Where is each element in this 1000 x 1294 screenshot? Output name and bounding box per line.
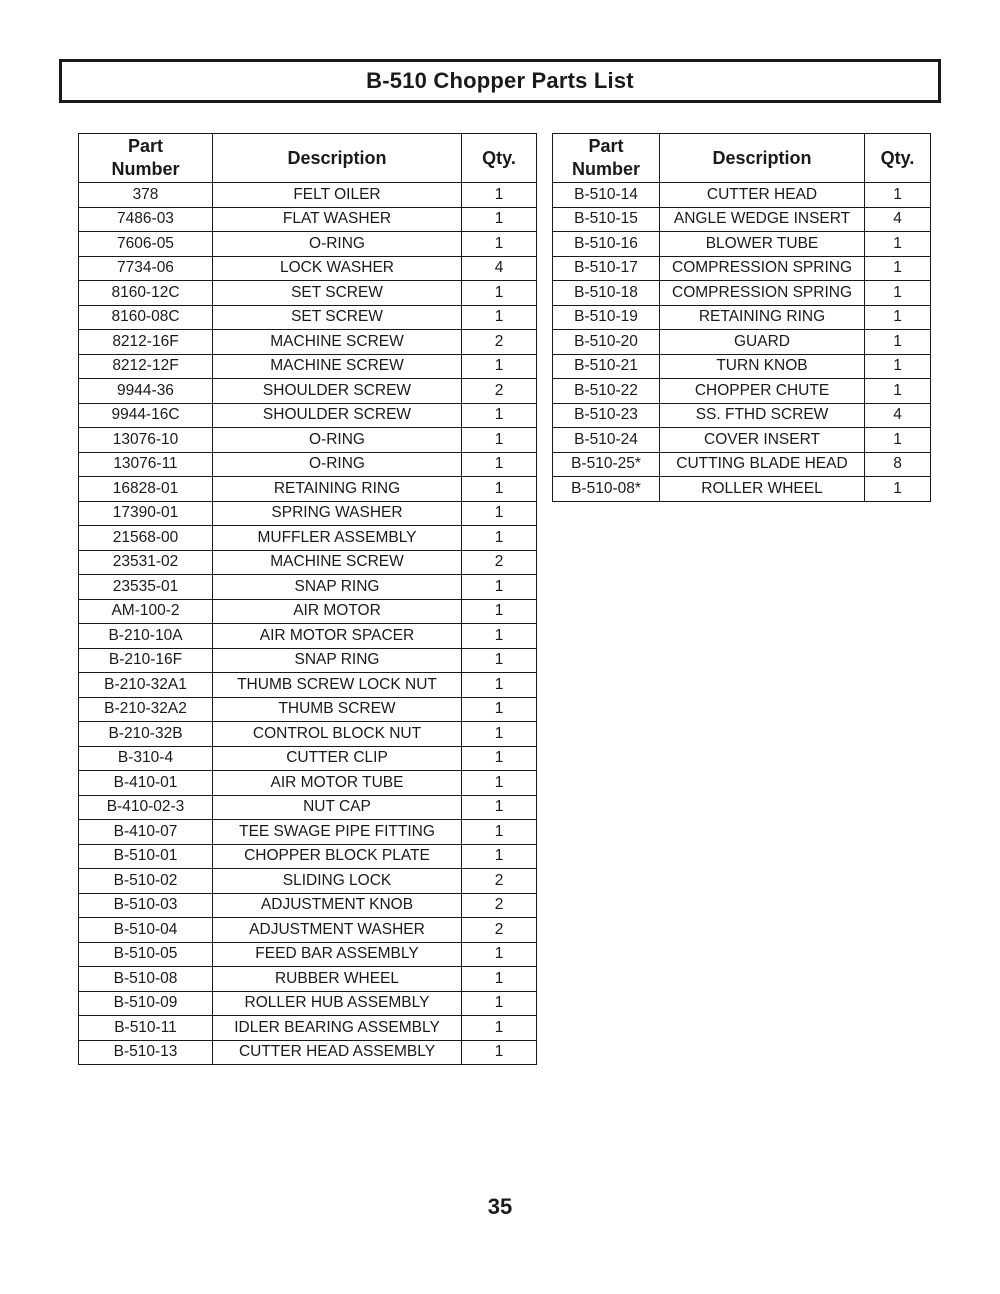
description-cell: RETAINING RING [213,477,462,502]
description-cell: SHOULDER SCREW [213,379,462,404]
part-number-cell: B-510-03 [79,893,213,918]
table-row [79,207,537,232]
table-row [79,477,537,502]
description-cell: CUTTING BLADE HEAD [660,452,865,477]
qty-cell: 1 [462,697,537,722]
part-number-cell: B-510-16 [553,232,660,257]
description-cell: MUFFLER ASSEMBLY [213,526,462,551]
table-row [553,305,931,330]
table-row [79,722,537,747]
table-row [79,697,537,722]
description-cell: O-RING [213,428,462,453]
table-row [79,379,537,404]
part-number-cell: 23531-02 [79,550,213,575]
header-description: Description [213,134,462,183]
description-cell: SNAP RING [213,648,462,673]
table-row [553,452,931,477]
part-number-cell: AM-100-2 [79,599,213,624]
qty-cell: 1 [462,575,537,600]
description-cell: COVER INSERT [660,428,865,453]
table-row [553,281,931,306]
description-cell: O-RING [213,232,462,257]
qty-cell: 1 [462,722,537,747]
qty-cell: 1 [865,477,931,502]
qty-cell: 1 [462,281,537,306]
description-cell: FEED BAR ASSEMBLY [213,942,462,967]
table-row [79,403,537,428]
description-cell: MACHINE SCREW [213,354,462,379]
description-cell: GUARD [660,330,865,355]
qty-cell: 1 [462,795,537,820]
table-row [553,207,931,232]
description-cell: RUBBER WHEEL [213,967,462,992]
page-number: 35 [487,1194,513,1219]
part-number-cell: 8160-12C [79,281,213,306]
qty-cell: 1 [865,330,931,355]
part-number-cell: 7486-03 [79,207,213,232]
description-cell: ADJUSTMENT WASHER [213,918,462,943]
description-cell: O-RING [213,452,462,477]
table-row [79,305,537,330]
qty-cell: 1 [462,746,537,771]
table-row [553,428,931,453]
qty-cell: 1 [865,379,931,404]
qty-cell: 8 [865,452,931,477]
qty-cell: 1 [462,354,537,379]
qty-cell: 1 [462,624,537,649]
description-cell: ADJUSTMENT KNOB [213,893,462,918]
table-row [79,918,537,943]
qty-cell: 1 [865,428,931,453]
qty-cell: 1 [865,305,931,330]
part-number-cell: 8212-16F [79,330,213,355]
qty-cell: 1 [865,281,931,306]
table-row [79,599,537,624]
table-row [79,232,537,257]
header-part-line1: Part [588,136,624,156]
part-number-cell: B-510-19 [553,305,660,330]
part-number-cell: 13076-10 [79,428,213,453]
part-number-cell: B-510-15 [553,207,660,232]
part-number-cell: B-510-18 [553,281,660,306]
qty-cell: 1 [462,771,537,796]
header-qty: Qty. [865,134,931,183]
header-part-line1: Part [127,136,163,156]
parts-table-right [552,133,931,502]
part-number-cell: B-410-01 [79,771,213,796]
qty-cell: 4 [865,403,931,428]
description-cell: LOCK WASHER [213,256,462,281]
description-cell: SET SCREW [213,305,462,330]
qty-cell: 1 [462,183,537,208]
part-number-cell: 9944-16C [79,403,213,428]
description-cell: ROLLER HUB ASSEMBLY [213,991,462,1016]
description-cell: CONTROL BLOCK NUT [213,722,462,747]
table-row [79,1016,537,1041]
part-number-cell: B-210-32B [79,722,213,747]
table-row [79,575,537,600]
description-cell: THUMB SCREW LOCK NUT [213,673,462,698]
part-number-cell: B-210-32A2 [79,697,213,722]
description-cell: SNAP RING [213,575,462,600]
qty-cell: 1 [462,232,537,257]
qty-cell: 1 [462,501,537,526]
description-cell: ANGLE WEDGE INSERT [660,207,865,232]
table-row [79,844,537,869]
part-number-cell: B-510-04 [79,918,213,943]
qty-cell: 2 [462,893,537,918]
description-cell: MACHINE SCREW [213,330,462,355]
header-description: Description [660,134,865,183]
qty-cell: 1 [462,967,537,992]
table-row [79,281,537,306]
table-row [553,354,931,379]
part-number-cell: B-510-25* [553,452,660,477]
table-row [79,624,537,649]
description-cell: SHOULDER SCREW [213,403,462,428]
part-number-cell: 13076-11 [79,452,213,477]
qty-cell: 1 [462,673,537,698]
description-cell: CHOPPER BLOCK PLATE [213,844,462,869]
title-box [59,59,941,103]
part-number-cell: 9944-36 [79,379,213,404]
description-cell: THUMB SCREW [213,697,462,722]
part-number-cell: 7734-06 [79,256,213,281]
description-cell: TURN KNOB [660,354,865,379]
qty-cell: 4 [462,256,537,281]
part-number-cell: B-510-17 [553,256,660,281]
qty-cell: 2 [462,379,537,404]
table-row [553,379,931,404]
qty-cell: 1 [462,403,537,428]
part-number-cell: 378 [79,183,213,208]
part-number-cell: B-410-02-3 [79,795,213,820]
table-row [553,256,931,281]
part-number-cell: B-510-08 [79,967,213,992]
header-qty: Qty. [462,134,537,183]
part-number-cell: 7606-05 [79,232,213,257]
table-header-row [553,134,931,183]
parts-table-left-body [79,183,537,1065]
part-number-cell: B-510-02 [79,869,213,894]
qty-cell: 1 [462,648,537,673]
qty-cell: 1 [462,599,537,624]
table-row [79,942,537,967]
part-number-cell: B-510-01 [79,844,213,869]
page-title: B-510 Chopper Parts List [366,68,634,93]
header-part-line2: Number [111,159,180,179]
description-cell: ROLLER WHEEL [660,477,865,502]
qty-cell: 1 [462,820,537,845]
description-cell: CUTTER HEAD [660,183,865,208]
description-cell: COMPRESSION SPRING [660,256,865,281]
table-row [79,648,537,673]
table-row [79,550,537,575]
table-row [79,893,537,918]
part-number-cell: B-510-23 [553,403,660,428]
part-number-cell: B-210-32A1 [79,673,213,698]
table-row [79,330,537,355]
qty-cell: 2 [462,330,537,355]
qty-cell: 4 [865,207,931,232]
qty-cell: 1 [462,942,537,967]
description-cell: SS. FTHD SCREW [660,403,865,428]
parts-table-left [78,133,537,1065]
part-number-cell: B-510-13 [79,1040,213,1065]
part-number-cell: B-510-22 [553,379,660,404]
table-row [79,256,537,281]
table-row [79,452,537,477]
table-row [79,991,537,1016]
header-part-number [553,134,660,183]
part-number-cell: B-510-11 [79,1016,213,1041]
description-cell: IDLER BEARING ASSEMBLY [213,1016,462,1041]
qty-cell: 1 [462,1040,537,1065]
table-row [79,354,537,379]
table-row [553,330,931,355]
table-row [553,477,931,502]
table-row [553,403,931,428]
description-cell: NUT CAP [213,795,462,820]
qty-cell: 1 [462,207,537,232]
qty-cell: 1 [462,452,537,477]
qty-cell: 1 [462,428,537,453]
description-cell: SET SCREW [213,281,462,306]
description-cell: SPRING WASHER [213,501,462,526]
table-row [79,869,537,894]
qty-cell: 1 [865,183,931,208]
description-cell: FLAT WASHER [213,207,462,232]
table-row [79,820,537,845]
part-number-cell: B-210-10A [79,624,213,649]
qty-cell: 1 [462,526,537,551]
part-number-cell: B-410-07 [79,820,213,845]
qty-cell: 1 [462,1016,537,1041]
qty-cell: 1 [462,305,537,330]
table-row [79,1040,537,1065]
description-cell: COMPRESSION SPRING [660,281,865,306]
part-number-cell: B-510-24 [553,428,660,453]
description-cell: BLOWER TUBE [660,232,865,257]
part-number-cell: B-510-20 [553,330,660,355]
part-number-cell: B-310-4 [79,746,213,771]
table-row [79,746,537,771]
part-number-cell: B-510-09 [79,991,213,1016]
description-cell: TEE SWAGE PIPE FITTING [213,820,462,845]
qty-cell: 1 [462,844,537,869]
part-number-cell: B-510-14 [553,183,660,208]
table-row [79,428,537,453]
table-row [79,526,537,551]
part-number-cell: B-510-08* [553,477,660,502]
table-row [79,967,537,992]
description-cell: SLIDING LOCK [213,869,462,894]
qty-cell: 2 [462,550,537,575]
qty-cell: 1 [865,232,931,257]
qty-cell: 1 [462,477,537,502]
table-header-row [79,134,537,183]
description-cell: AIR MOTOR SPACER [213,624,462,649]
description-cell: CUTTER HEAD ASSEMBLY [213,1040,462,1065]
table-row [553,183,931,208]
part-number-cell: B-510-21 [553,354,660,379]
qty-cell: 1 [865,354,931,379]
table-row [79,771,537,796]
qty-cell: 1 [865,256,931,281]
table-row [79,795,537,820]
description-cell: FELT OILER [213,183,462,208]
header-part-number [79,134,213,183]
table-row [79,501,537,526]
parts-table-right-body [553,183,931,502]
part-number-cell: 16828-01 [79,477,213,502]
part-number-cell: 23535-01 [79,575,213,600]
part-number-cell: 8212-12F [79,354,213,379]
part-number-cell: 8160-08C [79,305,213,330]
description-cell: RETAINING RING [660,305,865,330]
header-part-line2: Number [571,159,640,179]
part-number-cell: B-510-05 [79,942,213,967]
description-cell: MACHINE SCREW [213,550,462,575]
description-cell: AIR MOTOR [213,599,462,624]
part-number-cell: 21568-00 [79,526,213,551]
description-cell: CHOPPER CHUTE [660,379,865,404]
table-row [79,673,537,698]
qty-cell: 2 [462,869,537,894]
table-row [79,183,537,208]
part-number-cell: 17390-01 [79,501,213,526]
qty-cell: 1 [462,991,537,1016]
qty-cell: 2 [462,918,537,943]
description-cell: CUTTER CLIP [213,746,462,771]
table-row [553,232,931,257]
description-cell: AIR MOTOR TUBE [213,771,462,796]
part-number-cell: B-210-16F [79,648,213,673]
